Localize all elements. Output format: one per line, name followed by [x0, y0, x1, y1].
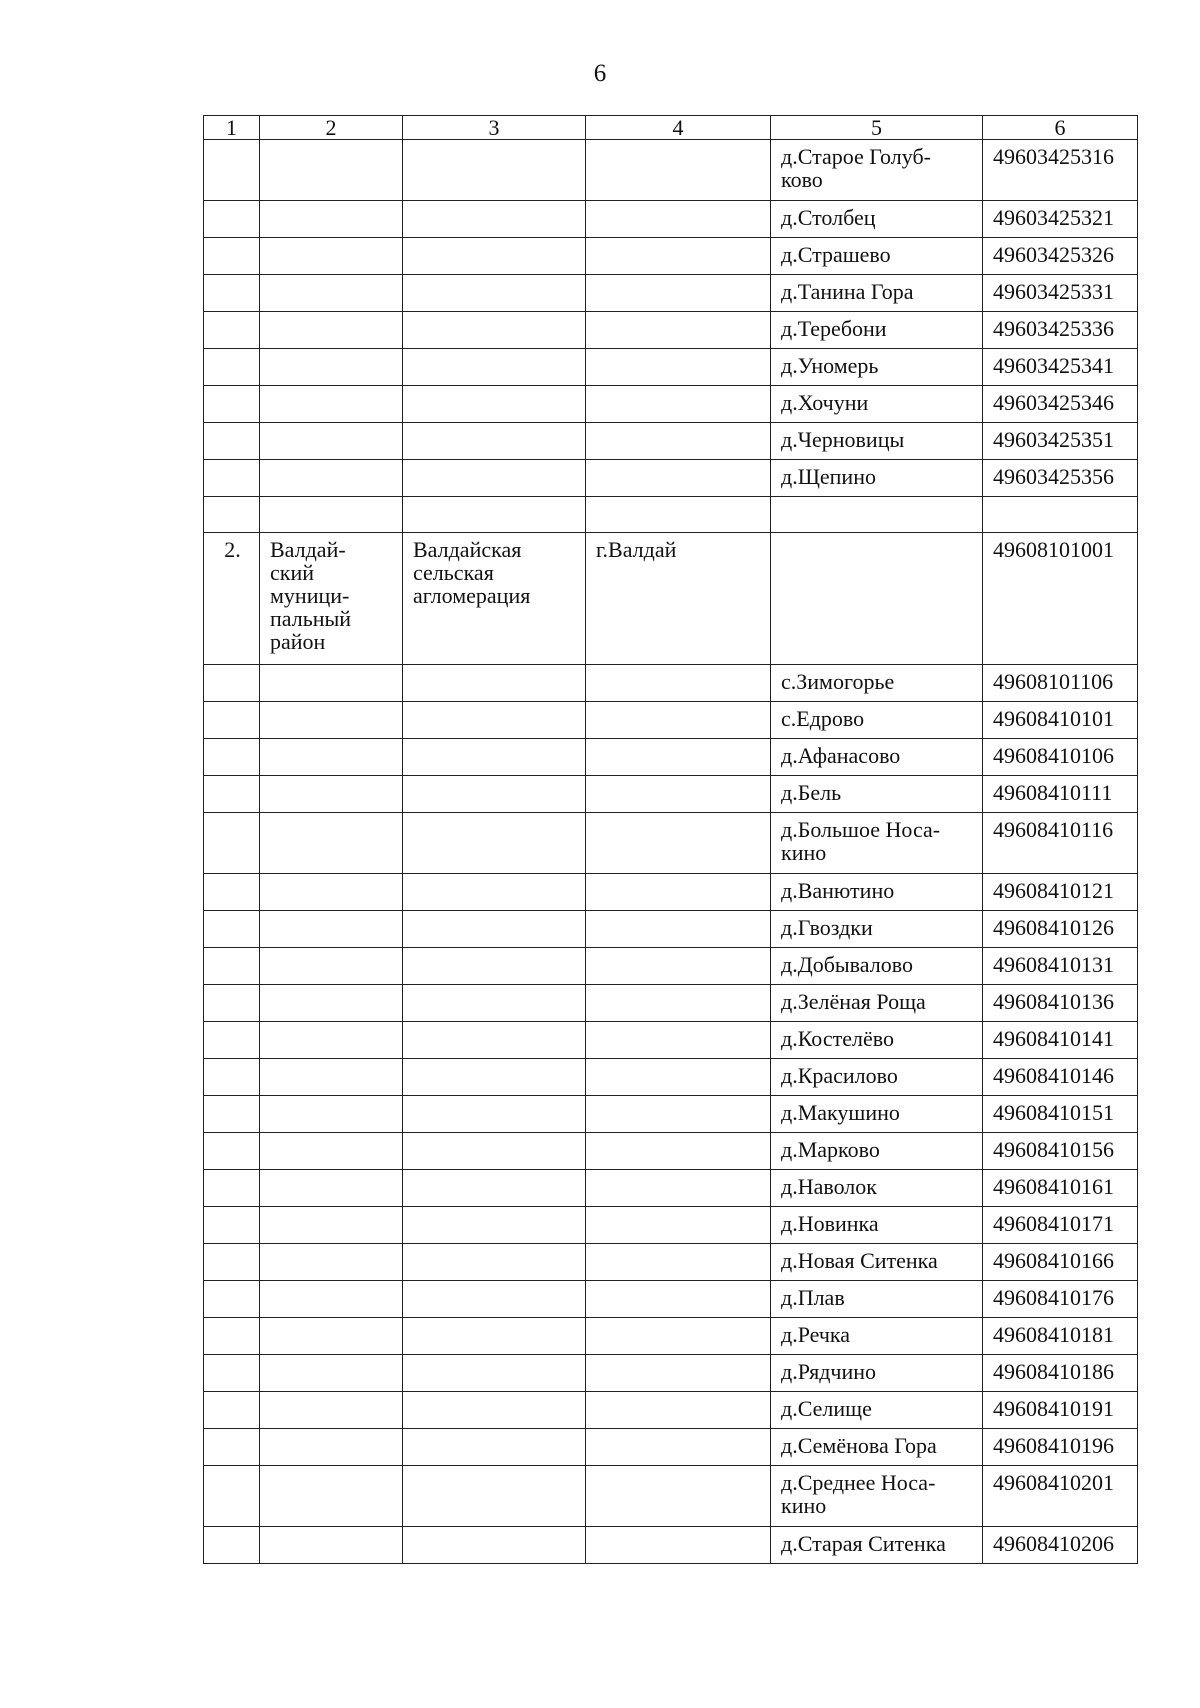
- center-cell: [586, 1429, 771, 1466]
- settlement-cell: д.Макушино: [771, 1096, 983, 1133]
- row-number-cell: [204, 1096, 260, 1133]
- oktmo-code-cell: 49608410151: [983, 1096, 1138, 1133]
- agglomeration-cell: [403, 776, 586, 813]
- oktmo-code-cell: [983, 497, 1138, 533]
- table-row: [204, 1466, 1138, 1527]
- center-cell: [586, 911, 771, 948]
- table-row: [204, 776, 1138, 813]
- oktmo-code-cell: 49608410161: [983, 1170, 1138, 1207]
- row-number-cell: [204, 201, 260, 238]
- settlement-cell: д.Новая Ситенка: [771, 1244, 983, 1281]
- oktmo-code-cell: 49608410116: [983, 813, 1138, 874]
- table-row: [204, 1244, 1138, 1281]
- agglomeration-cell: [403, 739, 586, 776]
- settlement-cell: д.Хочуни: [771, 386, 983, 423]
- table-row: [204, 312, 1138, 349]
- agglomeration-cell: [403, 1022, 586, 1059]
- oktmo-code-cell: 49608410126: [983, 911, 1138, 948]
- center-cell: [586, 1059, 771, 1096]
- center-cell: [586, 275, 771, 312]
- oktmo-code-cell: 49608410101: [983, 702, 1138, 739]
- table-header-row: [204, 116, 1138, 140]
- table-row: [204, 497, 1138, 533]
- agglomeration-cell: [403, 813, 586, 874]
- agglomeration-cell: [403, 1466, 586, 1527]
- center-cell: [586, 1244, 771, 1281]
- row-number-cell: [204, 985, 260, 1022]
- oktmo-code-cell: 49603425326: [983, 238, 1138, 275]
- agglomeration-cell: [403, 1207, 586, 1244]
- district-cell: [260, 349, 403, 386]
- settlement-cell: д.Афанасово: [771, 739, 983, 776]
- center-cell: [586, 423, 771, 460]
- settlement-cell: [771, 533, 983, 665]
- center-cell: [586, 985, 771, 1022]
- center-cell: г.Валдай: [586, 533, 771, 665]
- center-cell: [586, 702, 771, 739]
- oktmo-code-cell: 49603425341: [983, 349, 1138, 386]
- district-cell: [260, 1059, 403, 1096]
- district-cell: [260, 275, 403, 312]
- row-number-cell: [204, 497, 260, 533]
- district-cell: [260, 201, 403, 238]
- center-cell: [586, 665, 771, 702]
- agglomeration-cell: [403, 460, 586, 497]
- table-row: [204, 386, 1138, 423]
- agglomeration-cell: [403, 985, 586, 1022]
- settlement-cell: д.Костелёво: [771, 1022, 983, 1059]
- row-number-cell: 2.: [204, 533, 260, 665]
- center-cell: [586, 140, 771, 201]
- oktmo-code-cell: 49603425316: [983, 140, 1138, 201]
- row-number-cell: [204, 275, 260, 312]
- oktmo-code-cell: 49608410166: [983, 1244, 1138, 1281]
- agglomeration-cell: [403, 1355, 586, 1392]
- settlement-cell: д.Наволок: [771, 1170, 983, 1207]
- district-cell: [260, 1096, 403, 1133]
- row-number-cell: [204, 349, 260, 386]
- agglomeration-cell: [403, 874, 586, 911]
- settlement-cell: с.Зимогорье: [771, 665, 983, 702]
- agglomeration-cell: [403, 1096, 586, 1133]
- settlement-cell: д.Старое Голуб- ково: [771, 140, 983, 201]
- agglomeration-cell: [403, 1318, 586, 1355]
- district-cell: [260, 948, 403, 985]
- settlement-cell: д.Красилово: [771, 1059, 983, 1096]
- oktmo-code-cell: 49603425336: [983, 312, 1138, 349]
- table-row: [204, 1281, 1138, 1318]
- district-cell: [260, 1392, 403, 1429]
- row-number-cell: [204, 813, 260, 874]
- district-cell: [260, 739, 403, 776]
- row-number-cell: [204, 1022, 260, 1059]
- center-cell: [586, 1466, 771, 1527]
- district-cell: [260, 1133, 403, 1170]
- column-header: 3: [403, 116, 586, 140]
- oktmo-code-cell: 49608410146: [983, 1059, 1138, 1096]
- table-row: [204, 739, 1138, 776]
- settlement-cell: д.Большое Носа- кино: [771, 813, 983, 874]
- table-row: [204, 460, 1138, 497]
- row-number-cell: [204, 911, 260, 948]
- oktmo-code-cell: 49608101001: [983, 533, 1138, 665]
- district-cell: Валдай- ский муници- пальный район: [260, 533, 403, 665]
- oktmo-code-cell: 49603425346: [983, 386, 1138, 423]
- table-row: [204, 911, 1138, 948]
- table-row: [204, 874, 1138, 911]
- center-cell: [586, 238, 771, 275]
- district-cell: [260, 702, 403, 739]
- row-number-cell: [204, 1059, 260, 1096]
- table-row: [204, 948, 1138, 985]
- row-number-cell: [204, 1281, 260, 1318]
- district-cell: [260, 238, 403, 275]
- oktmo-code-cell: 49608410106: [983, 739, 1138, 776]
- table-row: [204, 1207, 1138, 1244]
- agglomeration-cell: [403, 948, 586, 985]
- agglomeration-cell: [403, 1133, 586, 1170]
- district-cell: [260, 1466, 403, 1527]
- district-cell: [260, 312, 403, 349]
- row-number-cell: [204, 1244, 260, 1281]
- table-row: [204, 140, 1138, 201]
- agglomeration-cell: Валдайская сельская агломерация: [403, 533, 586, 665]
- row-number-cell: [204, 238, 260, 275]
- center-cell: [586, 497, 771, 533]
- district-cell: [260, 423, 403, 460]
- table-row: [204, 238, 1138, 275]
- table-row: [204, 1096, 1138, 1133]
- table-row: [204, 665, 1138, 702]
- table-row: [204, 813, 1138, 874]
- agglomeration-cell: [403, 1281, 586, 1318]
- agglomeration-cell: [403, 275, 586, 312]
- row-number-cell: [204, 140, 260, 201]
- district-cell: [260, 1170, 403, 1207]
- table-row: [204, 201, 1138, 238]
- settlement-cell: д.Старая Ситенка: [771, 1527, 983, 1564]
- district-cell: [260, 1281, 403, 1318]
- district-cell: [260, 911, 403, 948]
- center-cell: [586, 1318, 771, 1355]
- oktmo-code-cell: 49608410176: [983, 1281, 1138, 1318]
- oktmo-code-cell: 49603425351: [983, 423, 1138, 460]
- oktmo-code-cell: 49603425356: [983, 460, 1138, 497]
- table-row: [204, 1022, 1138, 1059]
- center-cell: [586, 386, 771, 423]
- oktmo-code-cell: 49608410136: [983, 985, 1138, 1022]
- agglomeration-cell: [403, 201, 586, 238]
- agglomeration-cell: [403, 349, 586, 386]
- agglomeration-cell: [403, 423, 586, 460]
- oktmo-code-cell: 49608101106: [983, 665, 1138, 702]
- oktmo-code-cell: 49608410191: [983, 1392, 1138, 1429]
- settlement-cell: д.Уномерь: [771, 349, 983, 386]
- table-row: [204, 702, 1138, 739]
- center-cell: [586, 1170, 771, 1207]
- settlement-cell: д.Семёнова Гора: [771, 1429, 983, 1466]
- district-cell: [260, 776, 403, 813]
- table-row: [204, 1527, 1138, 1564]
- settlement-cell: д.Бель: [771, 776, 983, 813]
- settlement-cell: [771, 497, 983, 533]
- center-cell: [586, 948, 771, 985]
- agglomeration-cell: [403, 911, 586, 948]
- row-number-cell: [204, 1355, 260, 1392]
- row-number-cell: [204, 1466, 260, 1527]
- oktmo-code-cell: 49608410111: [983, 776, 1138, 813]
- table-row: [204, 1059, 1138, 1096]
- table-row: [204, 423, 1138, 460]
- district-cell: [260, 1244, 403, 1281]
- table-row: [204, 1355, 1138, 1392]
- center-cell: [586, 1281, 771, 1318]
- settlement-cell: д.Добывалово: [771, 948, 983, 985]
- center-cell: [586, 1133, 771, 1170]
- district-cell: [260, 1527, 403, 1564]
- district-cell: [260, 813, 403, 874]
- settlement-cell: д.Черновицы: [771, 423, 983, 460]
- district-cell: [260, 386, 403, 423]
- oktmo-code-cell: 49603425321: [983, 201, 1138, 238]
- settlement-cell: д.Ванютино: [771, 874, 983, 911]
- agglomeration-cell: [403, 497, 586, 533]
- settlement-cell: д.Рядчино: [771, 1355, 983, 1392]
- table-row: [204, 1170, 1138, 1207]
- center-cell: [586, 1207, 771, 1244]
- row-number-cell: [204, 1207, 260, 1244]
- row-number-cell: [204, 423, 260, 460]
- district-cell: [260, 497, 403, 533]
- agglomeration-cell: [403, 140, 586, 201]
- agglomeration-cell: [403, 238, 586, 275]
- center-cell: [586, 1392, 771, 1429]
- row-number-cell: [204, 1170, 260, 1207]
- settlement-cell: д.Марково: [771, 1133, 983, 1170]
- table-row: [204, 1318, 1138, 1355]
- settlement-cell: д.Речка: [771, 1318, 983, 1355]
- agglomeration-cell: [403, 1392, 586, 1429]
- agglomeration-cell: [403, 702, 586, 739]
- agglomeration-cell: [403, 1527, 586, 1564]
- settlement-cell: д.Селище: [771, 1392, 983, 1429]
- center-cell: [586, 813, 771, 874]
- oktmo-code-cell: 49608410181: [983, 1318, 1138, 1355]
- district-cell: [260, 1318, 403, 1355]
- oktmo-code-cell: 49608410156: [983, 1133, 1138, 1170]
- settlement-cell: д.Зелёная Роща: [771, 985, 983, 1022]
- agglomeration-cell: [403, 1059, 586, 1096]
- row-number-cell: [204, 312, 260, 349]
- row-number-cell: [204, 948, 260, 985]
- center-cell: [586, 776, 771, 813]
- column-header: 4: [586, 116, 771, 140]
- column-header: 5: [771, 116, 983, 140]
- district-cell: [260, 1355, 403, 1392]
- column-header: 1: [204, 116, 260, 140]
- oktmo-code-cell: 49608410206: [983, 1527, 1138, 1564]
- district-cell: [260, 985, 403, 1022]
- settlement-cell: д.Плав: [771, 1281, 983, 1318]
- oktmo-code-cell: 49608410196: [983, 1429, 1138, 1466]
- oktmo-code-cell: 49608410171: [983, 1207, 1138, 1244]
- district-cell: [260, 665, 403, 702]
- agglomeration-cell: [403, 1244, 586, 1281]
- settlement-cell: д.Теребони: [771, 312, 983, 349]
- agglomeration-cell: [403, 312, 586, 349]
- settlement-cell: д.Страшево: [771, 238, 983, 275]
- center-cell: [586, 1022, 771, 1059]
- district-cell: [260, 140, 403, 201]
- table-row: [204, 349, 1138, 386]
- agglomeration-cell: [403, 1429, 586, 1466]
- settlement-cell: д.Щепино: [771, 460, 983, 497]
- row-number-cell: [204, 874, 260, 911]
- row-number-cell: [204, 739, 260, 776]
- row-number-cell: [204, 665, 260, 702]
- district-cell: [260, 460, 403, 497]
- settlement-cell: д.Столбец: [771, 201, 983, 238]
- table-row: [204, 1392, 1138, 1429]
- page-number: 6: [593, 60, 607, 87]
- row-number-cell: [204, 1392, 260, 1429]
- row-number-cell: [204, 1527, 260, 1564]
- row-number-cell: [204, 386, 260, 423]
- oktmo-code-cell: 49608410201: [983, 1466, 1138, 1527]
- center-cell: [586, 312, 771, 349]
- district-cell: [260, 1207, 403, 1244]
- oktmo-code-cell: 49603425331: [983, 275, 1138, 312]
- center-cell: [586, 349, 771, 386]
- table-row: [204, 1133, 1138, 1170]
- table-body: [204, 116, 1138, 1564]
- settlement-cell: д.Новинка: [771, 1207, 983, 1244]
- row-number-cell: [204, 776, 260, 813]
- table-row: [204, 533, 1138, 665]
- oktmo-code-cell: 49608410186: [983, 1355, 1138, 1392]
- center-cell: [586, 1527, 771, 1564]
- row-number-cell: [204, 460, 260, 497]
- table-row: [204, 275, 1138, 312]
- table-row: [204, 985, 1138, 1022]
- center-cell: [586, 460, 771, 497]
- settlement-cell: с.Едрово: [771, 702, 983, 739]
- center-cell: [586, 1096, 771, 1133]
- district-cell: [260, 1429, 403, 1466]
- column-header: 6: [983, 116, 1138, 140]
- agglomeration-cell: [403, 665, 586, 702]
- row-number-cell: [204, 702, 260, 739]
- oktmo-code-cell: 49608410121: [983, 874, 1138, 911]
- row-number-cell: [204, 1133, 260, 1170]
- agglomeration-cell: [403, 1170, 586, 1207]
- oktmo-code-cell: 49608410141: [983, 1022, 1138, 1059]
- center-cell: [586, 874, 771, 911]
- settlement-cell: д.Гвоздки: [771, 911, 983, 948]
- table-row: [204, 1429, 1138, 1466]
- district-cell: [260, 1022, 403, 1059]
- settlement-cell: д.Танина Гора: [771, 275, 983, 312]
- settlements-table: [203, 115, 1138, 1564]
- district-cell: [260, 874, 403, 911]
- oktmo-code-cell: 49608410131: [983, 948, 1138, 985]
- row-number-cell: [204, 1429, 260, 1466]
- row-number-cell: [204, 1318, 260, 1355]
- agglomeration-cell: [403, 386, 586, 423]
- center-cell: [586, 1355, 771, 1392]
- center-cell: [586, 739, 771, 776]
- settlement-cell: д.Среднее Носа- кино: [771, 1466, 983, 1527]
- column-header: 2: [260, 116, 403, 140]
- center-cell: [586, 201, 771, 238]
